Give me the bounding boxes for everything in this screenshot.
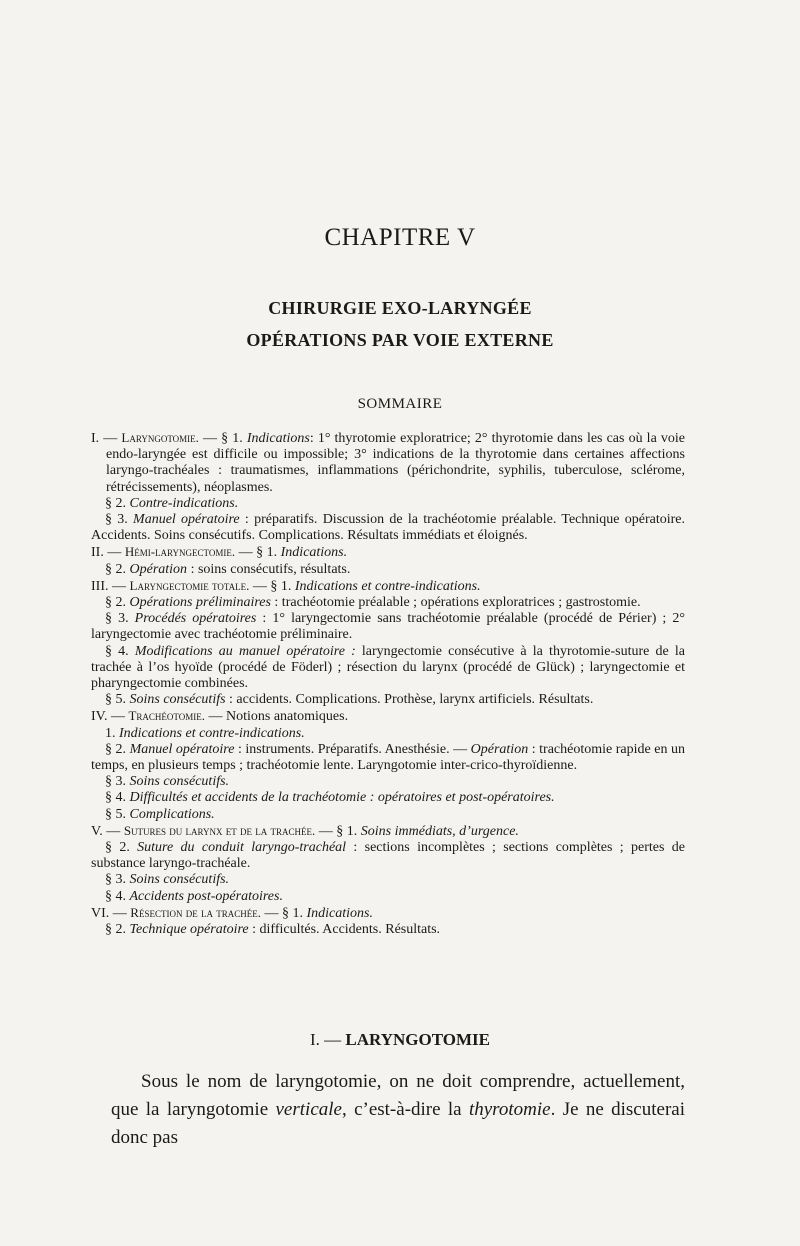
sub-number: § 3. xyxy=(105,611,135,627)
sub-number: § 2. xyxy=(105,741,130,757)
sub-number: § 3. xyxy=(105,774,130,790)
summary-subentry xyxy=(91,611,685,643)
summary-subentry xyxy=(91,496,685,512)
summary-subentry xyxy=(91,790,685,806)
entry-heading: Sutures du larynx et de la trachée. xyxy=(123,822,316,838)
sub-italic: Technique opératoire xyxy=(129,922,249,938)
sub-italic: Soins consécutifs xyxy=(129,692,226,708)
sub-text: : 1° laryngectomie sans trachéotomie préalable (procédé de Périer) ; 2° laryngectomie avec trachéotomie préliminaire. xyxy=(91,611,685,643)
sub-number: § 2. xyxy=(105,840,138,856)
sub-italic: Modifications au manuel opératoire : xyxy=(134,643,356,659)
entry-heading: Hémi-laryngectomie. xyxy=(124,544,236,560)
entry-italic: Indications. xyxy=(280,545,348,561)
sub-italic: Soins consécutifs. xyxy=(129,872,230,888)
entry-italic: Soins immédiats, d’urgence. xyxy=(360,823,519,839)
section-number: I. — xyxy=(310,1030,346,1049)
summary-subentry xyxy=(91,512,685,544)
sub-text: : trachéotomie préalable ; opérations exploratrices ; gastrostomie. xyxy=(270,595,641,611)
summary-subentry xyxy=(91,889,685,905)
body-text: Sous le nom de laryngotomie, on ne doit comprendre, actuellement, que la laryngotomie xyxy=(111,1071,685,1120)
sub-number: § 4. xyxy=(105,888,130,904)
sub-number: § 2. xyxy=(105,495,130,511)
entry-heading: Trachéotomie. xyxy=(128,708,205,724)
summary-subentry xyxy=(91,872,685,888)
summary-subentry xyxy=(91,726,685,742)
entry-number: V. — xyxy=(91,823,124,839)
summary-subentry xyxy=(91,774,685,790)
summary-subentry xyxy=(91,840,685,872)
summary-subentry xyxy=(91,595,685,611)
sub-number: § 3. xyxy=(105,872,130,888)
sub-number: § 2. xyxy=(105,595,130,611)
summary-entry-iv xyxy=(91,708,685,725)
entry-text: : 1° thyrotomie exploratrice; 2° thyrotomie dans les cas où la voie endo-laryngée est difficile ou impossible; 3° indications de la thyrotomie dans certaines affections laryngo-trachéales : traumatismes, inflammations (périchondrite, syphilis, tuberculose, sclérome, rétrécissements), néoplasmes. xyxy=(106,431,685,495)
sub-number: § 2. xyxy=(105,561,130,577)
body-text: . Je ne discuterai donc pas xyxy=(111,1099,685,1148)
summary-subentry xyxy=(91,692,685,708)
entry-text: — Notions anatomiques. xyxy=(205,709,349,725)
sub-italic: Opérations préliminaires xyxy=(129,595,271,611)
sub-number: § 5. xyxy=(105,692,130,708)
entry-heading: Résection de la trachée. xyxy=(130,904,261,920)
summary-subentry xyxy=(91,562,685,578)
sub-italic: Opération xyxy=(470,741,529,757)
entry-italic: Indications et contre-indications. xyxy=(294,578,481,594)
sub-italic: Contre-indications. xyxy=(129,495,239,511)
sub-text: : instruments. Préparatifs. Anesthésie. — xyxy=(234,741,471,757)
entry-number: III. — xyxy=(91,578,130,594)
entry-heading: Laryngotomie. xyxy=(121,430,199,445)
chapter-title-line-2: OPÉRATIONS PAR VOIE EXTERNE xyxy=(246,330,554,350)
sub-text: : soins consécutifs, résultats. xyxy=(187,561,351,577)
sub-italic: Suture du conduit laryngo-trachéal xyxy=(137,840,347,856)
summary-entry-iii xyxy=(91,578,685,595)
summary-entry-ii xyxy=(91,544,685,561)
sub-italic: Difficultés et accidents de la trachéotomie : opératoires et post-opératoires. xyxy=(129,790,555,806)
sub-text: : accidents. Complications. Prothèse, larynx artificiels. Résultats. xyxy=(225,692,594,708)
sub-number: 1. xyxy=(105,725,119,741)
summary-entry-i xyxy=(91,430,685,496)
entry-separator: — § 1. xyxy=(235,545,281,561)
section-title: LARYNGOTOMIE xyxy=(345,1030,490,1049)
sub-number: § 2. xyxy=(105,922,130,938)
sub-number: § 5. xyxy=(105,806,130,822)
entry-italic: Indications. xyxy=(306,905,373,921)
sommaire-heading: SOMMAIRE xyxy=(357,396,443,412)
summary-subentry xyxy=(91,644,685,693)
summary-subentry xyxy=(91,742,685,774)
sub-italic: Indications et contre-indications. xyxy=(119,725,305,741)
sub-number: § 4. xyxy=(105,790,130,806)
summary-list xyxy=(91,430,685,938)
entry-number: II. — xyxy=(91,545,125,561)
sub-italic: Accidents post-opératoires. xyxy=(129,888,283,904)
sub-text: : trachéotomie rapide en un temps, en plusieurs temps ; trachéotomie lente. Laryngotomie inter-crico-thyroïdienne. xyxy=(91,741,685,774)
sub-text: laryngectomie consécutive à la thyrotomie-suture de la trachée à l’os hyoïde (procédé de Föderl) ; résection du larynx (procédé de Glück) ; laryngectomie et pharyngectomie combinées. xyxy=(91,643,686,692)
body-text: , c’est-à-dire la xyxy=(341,1099,469,1120)
sub-italic: Complications. xyxy=(129,806,215,822)
summary-entry-vi xyxy=(91,905,685,922)
sub-italic: Opération xyxy=(129,561,188,577)
sub-italic: Soins consécutifs. xyxy=(129,774,230,790)
sub-italic: Procédés opératoires xyxy=(134,611,257,627)
sub-text: : préparatifs. Discussion de la trachéotomie préalable. Technique opératoire. Accidents. Soins consécutifs. Complications. Résultats immédiats et éloignés. xyxy=(91,512,686,544)
entry-separator: — § 1. xyxy=(260,905,307,921)
section-heading xyxy=(0,1030,800,1050)
summary-subentry xyxy=(91,807,685,823)
body-italic: verticale xyxy=(275,1099,342,1120)
body-paragraph xyxy=(111,1068,685,1152)
sub-number: § 3. xyxy=(105,512,134,528)
sub-italic: Manuel opératoire xyxy=(129,741,235,757)
entry-separator: — § 1. xyxy=(198,431,247,446)
entry-number: VI. — xyxy=(91,905,131,921)
summary-entry-v xyxy=(91,823,685,840)
entry-heading: Laryngectomie totale. xyxy=(129,577,250,593)
sub-number: § 4. xyxy=(105,643,135,659)
body-italic: thyrotomie xyxy=(468,1099,551,1120)
chapter-heading: CHAPITRE V xyxy=(324,224,476,251)
summary-subentry xyxy=(91,922,685,938)
sub-italic: Manuel opératoire xyxy=(133,512,240,528)
entry-number: IV. — xyxy=(91,709,129,725)
entry-italic: Indications xyxy=(246,431,310,446)
sub-text: : difficultés. Accidents. Résultats. xyxy=(248,922,441,938)
chapter-title-line-1: CHIRURGIE EXO-LARYNGÉE xyxy=(268,298,532,318)
entry-separator: — § 1. xyxy=(249,578,295,594)
sub-text: : sections incomplètes ; sections complètes ; pertes de substance laryngo-trachéale. xyxy=(91,840,685,872)
entry-separator: — § 1. xyxy=(315,823,361,839)
entry-number: I. — xyxy=(91,431,122,446)
